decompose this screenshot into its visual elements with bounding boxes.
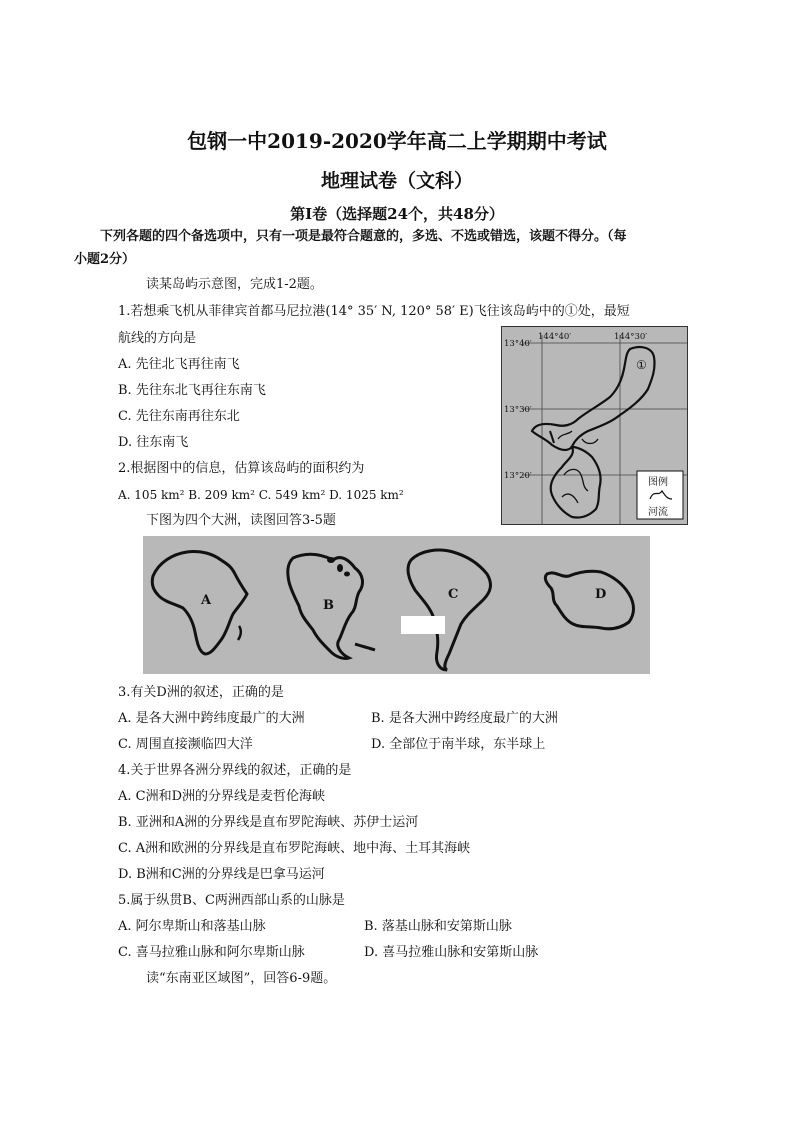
q1-option-b: B. 先往东北飞再往东南飞 (118, 383, 266, 398)
lon-label-2: 144°30′ (614, 332, 648, 342)
q4-option-b: B. 亚洲和A洲的分界线是直布罗陀海峡、苏伊士运河 (118, 815, 419, 830)
intro-continents: 下图为四个大洲，读图回答3-5题 (146, 513, 336, 528)
lat-label-3: 13°20′ (504, 471, 532, 481)
continent-label-a: A (201, 593, 212, 608)
q5-option-c: C. 喜马拉雅山脉和阿尔卑斯山脉 (118, 945, 305, 960)
island-marker: ① (636, 358, 647, 372)
q1-stem-line-2: 航线的方向是 (118, 331, 197, 346)
q4-option-c: C. A洲和欧洲的分界线是直布罗陀海峡、地中海、土耳其海峡 (118, 841, 471, 856)
q5-option-a: A. 阿尔卑斯山和落基山脉 (118, 919, 266, 934)
lat-label-1: 13°40′ (504, 339, 532, 349)
exam-title: 包钢一中2019-2020学年高二上学期期中考试 (187, 129, 607, 153)
continents-map (143, 536, 650, 674)
continents-map-svg (143, 536, 650, 674)
lat-label-2: 13°30′ (504, 405, 532, 415)
q3-option-d: D. 全部位于南半球，东半球上 (371, 737, 546, 752)
q3-option-a: A. 是各大洲中跨纬度最广的大洲 (118, 711, 305, 726)
q1-option-d: D. 往东南飞 (118, 435, 189, 450)
q5-option-d: D. 喜马拉雅山脉和安第斯山脉 (364, 945, 539, 960)
q4-option-d: D. B洲和C洲的分界线是巴拿马运河 (118, 867, 325, 882)
q4-stem: 4.关于世界各洲分界线的叙述，正确的是 (118, 763, 352, 778)
legend-item: 河流 (648, 507, 668, 518)
lon-label-1: 144°40′ (538, 332, 572, 342)
q1-option-a: A. 先往北飞再往南飞 (118, 357, 240, 372)
q5-stem: 5.属于纵贯B、C两洲西部山系的山脉是 (118, 893, 345, 908)
section-heading: 第I卷（选择题24个，共48分） (290, 205, 504, 223)
q3-option-c: C. 周围直接濒临四大洋 (118, 737, 253, 752)
q5-option-b: B. 落基山脉和安第斯山脉 (364, 919, 512, 934)
instructions-line-1: 下列各题的四个备选项中，只有一项是最符合题意的，多选、不选或错选，该题不得分。（每 (100, 229, 627, 244)
legend-title: 图例 (648, 477, 668, 488)
intro-island: 读某岛屿示意图，完成1-2题。 (146, 277, 323, 292)
continent-label-d: D (595, 587, 607, 602)
q1-option-c: C. 先往东南再往东北 (118, 409, 240, 424)
island-map-svg (502, 327, 687, 524)
q1-stem-line-1: 1.若想乘飞机从菲律宾首都马尼拉港(14° 35′ N, 120° 58′ E)飞往该岛屿中的①处，最短 (118, 304, 630, 319)
q4-option-a: A. C洲和D洲的分界线是麦哲伦海峡 (118, 789, 326, 804)
instructions-line-2: 小题2分） (74, 252, 136, 267)
q3-option-b: B. 是各大洲中跨经度最广的大洲 (371, 711, 558, 726)
continent-label-b: B (323, 598, 334, 613)
exam-subtitle: 地理试卷（文科） (320, 170, 473, 192)
continent-label-c: C (448, 587, 459, 602)
q3-stem: 3.有关D洲的叙述，正确的是 (118, 685, 284, 700)
intro-southeast-asia: 读“东南亚区域图”，回答6-9题。 (146, 971, 337, 986)
q2-stem: 2.根据图中的信息，估算该岛屿的面积约为 (118, 461, 365, 476)
island-map (501, 326, 688, 525)
q2-options: A. 105 km² B. 209 km² C. 549 km² D. 1025 km² (118, 488, 404, 502)
